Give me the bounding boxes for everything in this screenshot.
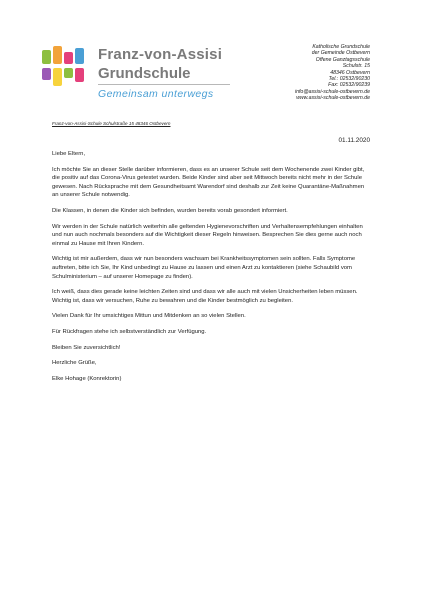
- logo-mark-icon: [40, 46, 88, 88]
- paragraph: Für Rückfragen stehe ich selbstverständlich zur Verfügung.: [52, 328, 207, 335]
- paragraph: Wichtig ist mir außerdem, dass wir nun besonders wachsam bei Krankheitssymptomen sein sollten. Falls Symptome auftreten, bitte ich Sie, Ihr Kind unbedingt zu Hause zu lassen und einen Arzt zu kontaktieren (siehe Schaubild vom Schulministerium – auf unserer Homepage zu finden).: [52, 256, 356, 280]
- paragraph: Die Klassen, in denen die Kinder sich befinden, wurden bereits vorab gesondert informiert.: [52, 207, 288, 214]
- paragraph: Wir werden in der Schule natürlich weiterhin alle geltenden Hygienevorschriften und Verhaltensempfehlungen einhalten und nun auch nochmals besonders auf die Wichtigkeit dieser Regeln hinweisen. Besprechen Sie dies gerne auch noch einmal zu Hause mit Ihren Kindern.: [52, 223, 363, 247]
- paragraph: Ich weiß, dass dies gerade keine leichten Zeiten sind und dass wir alle auch mit vielen Unsicherheiten leben müssen. Wichtig ist, dass wir versuchen, Ruhe zu bewahren und die Kinder bestmöglich zu begleiten.: [52, 289, 358, 304]
- school-address-block: [250, 44, 370, 102]
- logo-school-name-line2: Grundschule: [98, 65, 191, 82]
- address-line: Schulstr. 15: [342, 63, 370, 70]
- school-logo: [40, 44, 240, 106]
- address-line: Katholische Grundschule: [312, 44, 370, 50]
- paragraph: Vielen Dank für Ihr umsichtiges Mittun und Mitdenken an so vielen Stellen.: [52, 313, 246, 320]
- address-line: 48346 Ostbevern: [330, 69, 370, 76]
- logo-school-name-line1: Franz-von-Assisi: [98, 46, 223, 63]
- paragraph: Bleiben Sie zuversichtlich!: [52, 344, 121, 351]
- address-line: Tel.: 02532/90230: [328, 76, 370, 83]
- sender-line: Franz-von-Assisi-Schule Schulstraße 15 48346 Ostbevern: [52, 121, 171, 126]
- letter-body: [52, 150, 372, 390]
- logo-divider: [98, 84, 230, 85]
- logo-slogan: Gemeinsam unterwegs: [98, 88, 214, 100]
- address-website: www.assisi-schule-ostbevern.de: [296, 95, 370, 102]
- paragraph: Ich möchte Sie an dieser Stelle darüber informieren, dass es an unserer Schule seit dem Wochenende zwei Kinder gibt, die positiv auf das Corona-Virus getestet wurden. Beide Kinder sind aber seit Mittwoch bereits nicht mehr in der Schule gewesen. Nach Rücksprache mit dem Gesundheitsamt Warendorf sind deshalb zur Zeit keine Quarantäne-Maßnahmen an unserer Schule notwendig.: [52, 166, 365, 199]
- letter-date: 01.11.2020: [338, 137, 370, 144]
- address-line: der Gemeinde Ostbevern: [311, 50, 370, 57]
- address-line: Offene Ganztagsschule: [315, 56, 370, 63]
- salutation: Liebe Eltern,: [52, 151, 86, 157]
- signature: Elke Hohage (Konrektorin): [52, 375, 122, 382]
- address-line: Fax: 02532/90239: [328, 82, 370, 89]
- address-email: info@assisi-schule-ostbevern.de: [294, 88, 370, 95]
- closing: Herzliche Grüße,: [52, 360, 97, 367]
